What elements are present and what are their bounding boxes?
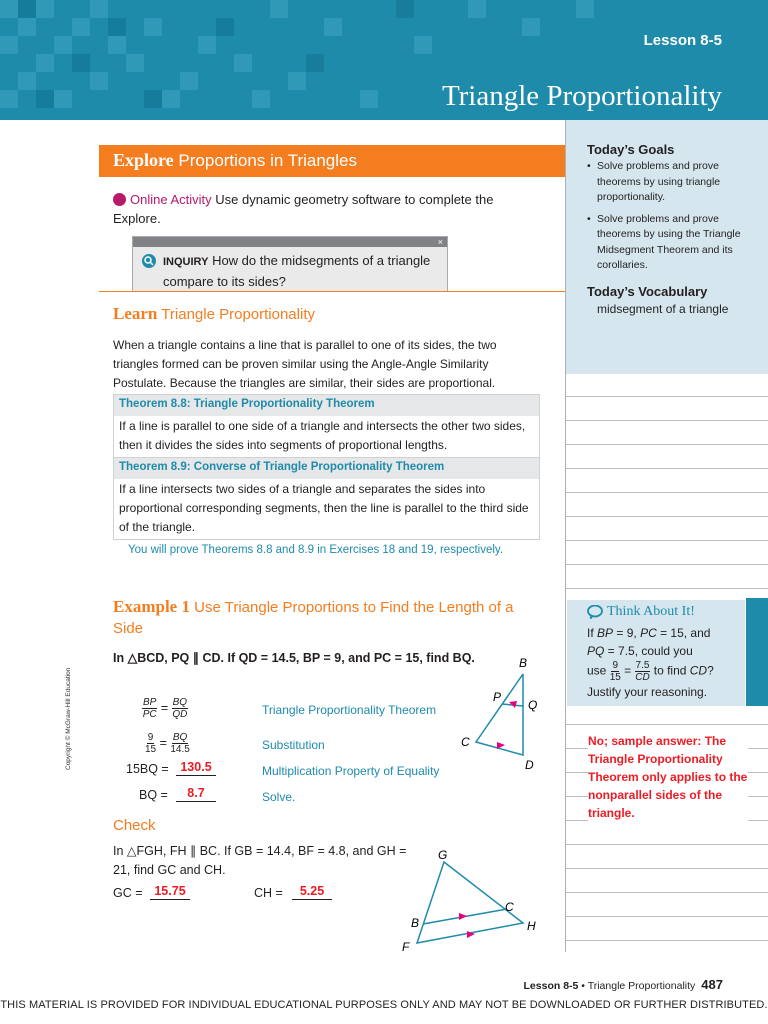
step-row bbox=[0, 786, 560, 808]
note-line bbox=[566, 420, 768, 421]
close-icon[interactable]: × bbox=[133, 237, 447, 247]
label-h: H bbox=[527, 919, 536, 933]
note-line bbox=[566, 588, 768, 589]
triangle-fgh-figure bbox=[395, 845, 555, 957]
note-line bbox=[566, 396, 768, 397]
label-c: C bbox=[505, 900, 514, 914]
note-line bbox=[566, 468, 768, 469]
learn-paragraph: When a triangle contains a line that is parallel to one of its sides, the two triangles formed can be proven similar using the Angle-Angle Similarity Postulate. Because the triangles are similar, their sides are proportional. bbox=[113, 338, 497, 390]
think-answer: No; sample answer: The Triangle Proportionality Theorem only applies to the nonparallel sides of the triangle. bbox=[588, 734, 748, 820]
theorem-title: Theorem 8.8: Triangle Proportionality Theorem bbox=[114, 395, 539, 416]
label-d: D bbox=[525, 758, 534, 772]
theorem-title: Theorem 8.9: Converse of Triangle Proportionality Theorem bbox=[114, 458, 539, 479]
prove-note: You will prove Theorems 8.8 and 8.9 in Exercises 18 and 19, respectively. bbox=[128, 544, 504, 556]
step-reason: Substitution bbox=[262, 738, 325, 752]
example-heading: Example 1 Use Triangle Proportions to Find the Length of a Side bbox=[113, 597, 514, 637]
lesson-header bbox=[0, 0, 768, 120]
note-line bbox=[566, 940, 768, 941]
step-reason: Triangle Proportionality Theorem bbox=[262, 703, 437, 717]
step-reason: Multiplication Property of Equality bbox=[262, 764, 440, 778]
label-f: F bbox=[402, 940, 410, 954]
explore-label: Explore bbox=[113, 150, 174, 170]
online-activity-label[interactable]: Online Activity bbox=[130, 192, 212, 207]
check-text: In △FGH, FH ∥ BC. If GB = 14.4, BF = 4.8, and GH = 21, find GC and CH. bbox=[113, 844, 407, 877]
note-line bbox=[566, 492, 768, 493]
note-line bbox=[566, 444, 768, 445]
vocab-term: midsegment of a triangle bbox=[597, 301, 729, 316]
think-title: Think About It! bbox=[587, 604, 737, 620]
goals-list bbox=[587, 159, 753, 274]
check-heading: Check bbox=[113, 817, 156, 834]
theorem-text: If a line is parallel to one side of a triangle and intersects the other two sides, then it divides the sides into segments of proportional lengths. bbox=[119, 419, 526, 452]
goals-title: Today’s Goals bbox=[587, 142, 675, 157]
vocab-title: Today’s Vocabulary bbox=[587, 283, 708, 299]
note-line bbox=[566, 916, 768, 917]
theorem-8-9 bbox=[113, 458, 540, 540]
thought-bubble-icon bbox=[587, 605, 603, 619]
footer-reference: Lesson 8-5 • Triangle Proportionality 487 bbox=[523, 977, 723, 992]
step-reason: Solve. bbox=[262, 790, 296, 804]
note-line bbox=[566, 844, 768, 845]
sidebar bbox=[565, 120, 768, 952]
note-line bbox=[566, 564, 768, 565]
inquiry-box bbox=[132, 236, 448, 292]
ch-label: CH = bbox=[254, 886, 283, 900]
think-text: If BP = 9, PC = 15, and PQ = 7.5, could you use $\frac{9}{15}$ = $\frac{7.5}{CD}$ to find CD? Justify your reasoning. bbox=[587, 626, 714, 699]
answer-blank: 130.5 bbox=[176, 760, 216, 776]
page-title: Triangle Proportionality bbox=[441, 80, 722, 112]
goal-item: • Solve problems and prove theorems by using the Triangle Midsegment Theorem and its corollaries. bbox=[587, 212, 753, 274]
label-g: G bbox=[438, 848, 448, 862]
triangle-bcd bbox=[476, 674, 523, 755]
ch-answer: 5.25 bbox=[292, 884, 332, 900]
theorem-8-8 bbox=[113, 394, 540, 458]
goals-box bbox=[566, 120, 768, 374]
step-expression: 15BQ = bbox=[126, 762, 169, 776]
section-divider bbox=[99, 291, 565, 292]
page-number: 487 bbox=[701, 977, 723, 992]
inquiry-text: INQUIRY How do the midsegments of a triangle compare to its sides? bbox=[163, 253, 431, 289]
label-q: Q bbox=[528, 698, 538, 712]
parallel-arrow bbox=[497, 742, 505, 749]
example-given: In △BCD, PQ ∥ CD. If QD = 14.5, BP = 9, and PC = 15, find BQ. bbox=[113, 651, 475, 665]
label-p: P bbox=[493, 690, 502, 704]
theorem-text: If a line intersects two sides of a triangle and separates the sides into proportional corresponding segments, then the line is parallel to the third side of the triangle. bbox=[119, 482, 529, 534]
explore-title: Proportions in Triangles bbox=[178, 151, 357, 170]
think-tab bbox=[746, 598, 768, 706]
note-line bbox=[566, 724, 768, 725]
gc-label: GC = bbox=[113, 886, 143, 900]
online-activity-icon bbox=[113, 193, 126, 206]
learn-heading: Learn Triangle Proportionality bbox=[113, 304, 315, 323]
lesson-number: Lesson 8-5 bbox=[643, 32, 722, 49]
step-expression: $\frac{9}{15}$ = $\frac{BQ}{14.5}$ bbox=[145, 732, 190, 755]
answer-blank: 8.7 bbox=[176, 786, 216, 802]
triangle-bcd-figure bbox=[455, 650, 555, 780]
think-about-it-box bbox=[567, 600, 745, 706]
label-b: B bbox=[411, 916, 420, 930]
online-activity[interactable] bbox=[113, 190, 543, 228]
note-line bbox=[566, 516, 768, 517]
step-expression: BQ = bbox=[139, 788, 168, 802]
parallel-arrow bbox=[459, 913, 467, 920]
step-expression: $\frac{BP}{PC}$ = $\frac{BQ}{QD}$ bbox=[142, 697, 188, 720]
copyright: Copyright © McGraw-Hill Education bbox=[65, 667, 72, 770]
note-line bbox=[566, 868, 768, 869]
label-b: B bbox=[519, 656, 528, 670]
goal-item: • Solve problems and prove theorems by using triangle proportionality. bbox=[587, 159, 753, 206]
note-line bbox=[566, 540, 768, 541]
disclaimer: THIS MATERIAL IS PROVIDED FOR INDIVIDUAL EDUCATIONAL PURPOSES ONLY AND MAY NOT BE DOWNLOADED OR FURTHER DISTRIBUTED. bbox=[0, 999, 768, 1011]
explore-bar bbox=[99, 145, 565, 177]
gc-answer: 15.75 bbox=[150, 884, 190, 900]
note-line bbox=[566, 892, 768, 893]
label-c: C bbox=[461, 735, 470, 749]
online-activity-text: Use dynamic geometry software to complete the Explore. bbox=[113, 192, 494, 226]
